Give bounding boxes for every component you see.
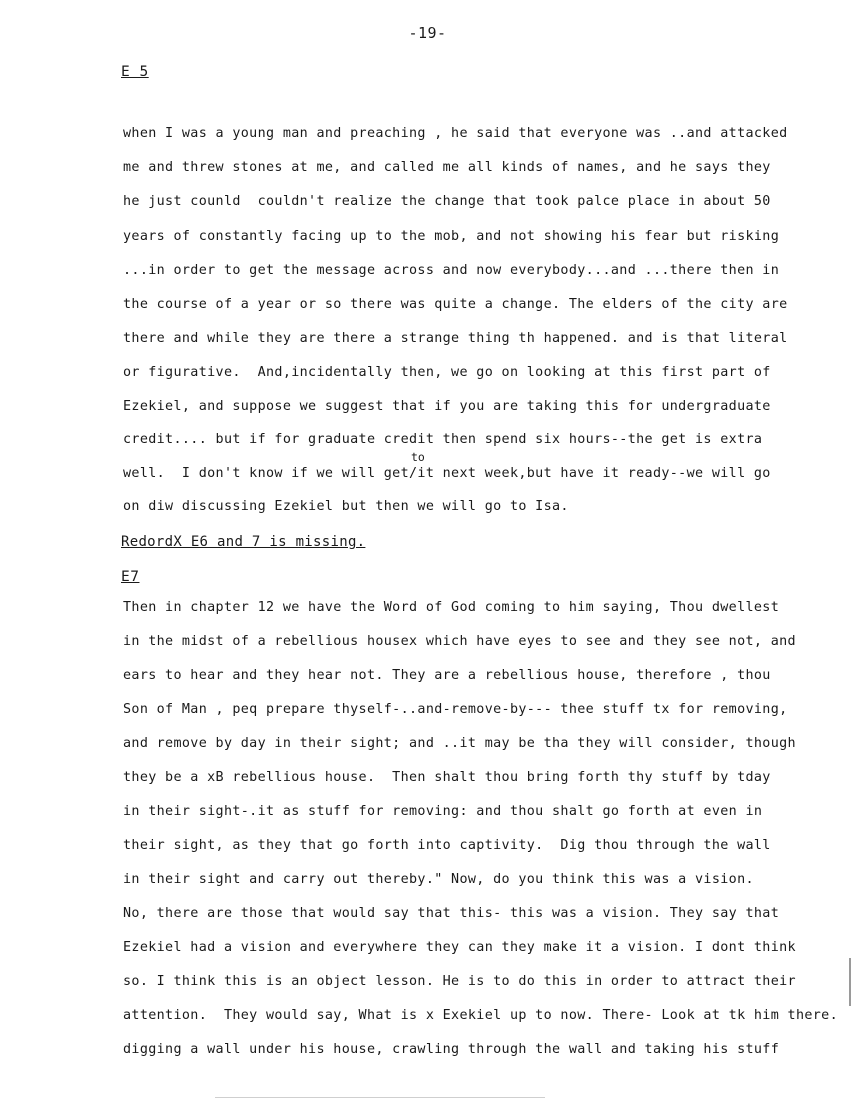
text-line: the course of a year or so there was quite a change. The elders of the city are: [123, 297, 788, 312]
text-line: Then in chapter 12 we have the Word of God coming to him saying, Thou dwellest: [123, 600, 780, 615]
text-line: they be a xB rebellious house. Then shalt thou bring forth thy stuff by tday: [123, 770, 771, 785]
page-number: -19-: [408, 24, 447, 42]
text-line: Ezekiel had a vision and everywhere they can they make it a vision. I dont think: [123, 940, 796, 955]
text-line: Son of Man , peq prepare thyself-..and-remove-by--- thee stuff tx for removing,: [123, 702, 788, 717]
interlinear-insert: to: [411, 450, 425, 464]
text-line: Ezekiel, and suppose we suggest that if you are taking this for undergraduate: [123, 399, 771, 414]
text-line: ears to hear and they hear not. They are a rebellious house, therefore , thou: [123, 668, 771, 683]
text-line: in their sight and carry out thereby." Now, do you think this was a vision.: [123, 872, 754, 887]
text-line: No, there are those that would say that this- this was a vision. They say that: [123, 906, 780, 921]
text-line: digging a wall under his house, crawling through the wall and taking his stuff: [123, 1042, 780, 1057]
missing-recording-note: RedordX E6 and 7 is missing.: [121, 534, 366, 550]
text-line: in the midst of a rebellious housex which have eyes to see and they see not, and: [123, 634, 796, 649]
scan-smudge: [215, 1097, 545, 1098]
text-line: in their sight-.it as stuff for removing: and thou shalt go forth at even in: [123, 804, 763, 819]
text-line: so. I think this is an object lesson. He is to do this in order to attract their: [123, 974, 796, 989]
scan-edge-mark: [849, 958, 851, 1006]
text-line: he just counld couldn't realize the change that took palce place in about 50: [123, 194, 771, 209]
text-line: there and while they are there a strange thing th happened. and is that literal: [123, 331, 788, 346]
text-line: me and threw stones at me, and called me all kinds of names, and he says they: [123, 160, 771, 175]
text-line: ...in order to get the message across and now everybody...and ...there then in: [123, 263, 780, 278]
text-line: or figurative. And,incidentally then, we go on looking at this first part of: [123, 365, 771, 380]
section-tag-e7: E7: [121, 569, 140, 585]
text-line: attention. They would say, What is x Exekiel up to now. There- Look at tk him there.: [123, 1008, 839, 1023]
text-line: well. I don't know if we will get/it next week,but have it ready--we will go: [123, 466, 771, 481]
text-line: when I was a young man and preaching , he said that everyone was ..and attacked: [123, 126, 788, 141]
text-line: years of constantly facing up to the mob, and not showing his fear but risking: [123, 229, 780, 244]
text-line: their sight, as they that go forth into captivity. Dig thou through the wall: [123, 838, 771, 853]
text-line: and remove by day in their sight; and ..it may be tha they will consider, though: [123, 736, 796, 751]
text-line: on diw discussing Ezekiel but then we will go to Isa.: [123, 499, 569, 514]
section-tag-e5: E 5: [121, 64, 149, 80]
text-line: credit.... but if for graduate credit then spend six hours--the get is extra: [123, 432, 763, 447]
